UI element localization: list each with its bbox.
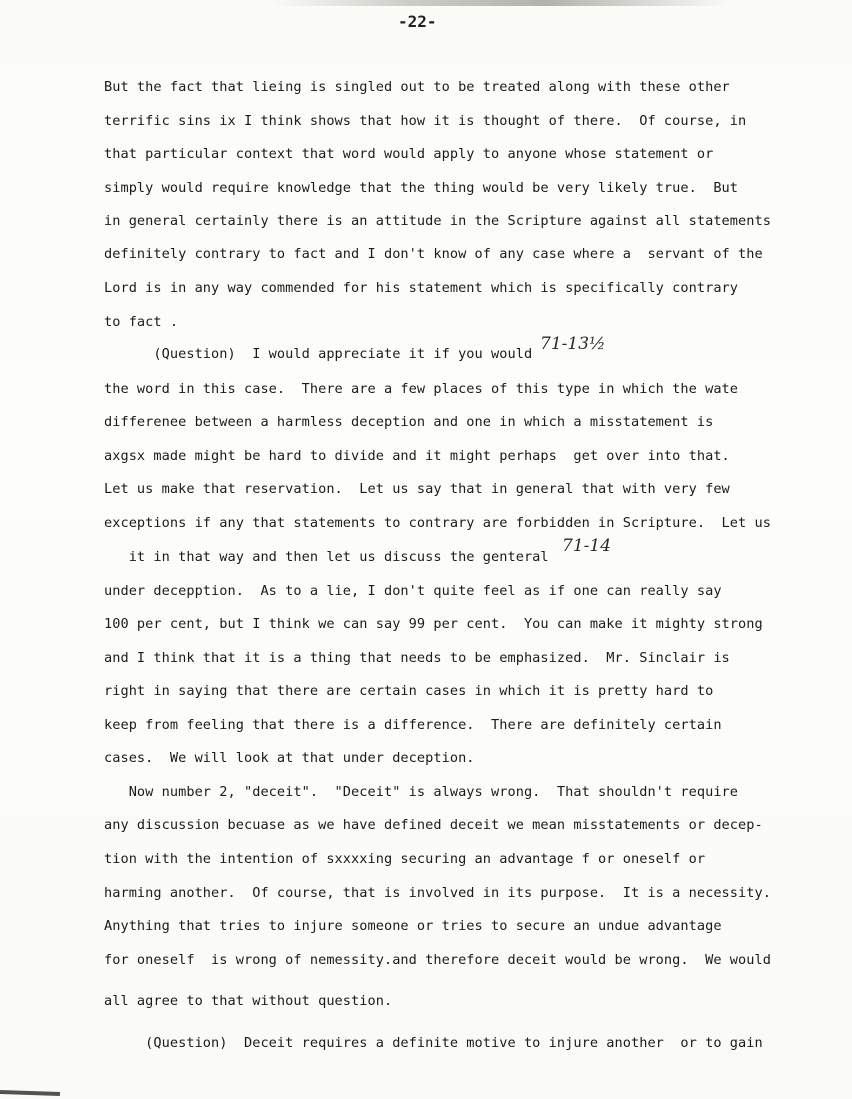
text-line: 100 per cent, but I think we can say 99 per cent. You can make it mighty strong	[104, 616, 763, 632]
text-line: definitely contrary to fact and I don't know of any case where a servant of the	[104, 246, 763, 262]
text-line: it in that way and then let us discuss the genteral	[104, 549, 549, 565]
scan-smudge-bottom	[0, 1090, 60, 1096]
text-line: axgsx made might be hard to divide and it might perhaps get over into that.	[104, 448, 730, 464]
text-line: to fact .	[104, 314, 179, 330]
text-line: tion with the intention of sxxxxing securing an advantage f or oneself or	[104, 851, 706, 867]
text-line: and I think that it is a thing that needs to be emphasized. Mr. Sinclair is	[104, 650, 730, 666]
text-line: in general certainly there is an attitude in the Scripture against all statements	[104, 213, 771, 229]
text-line: Now number 2, "deceit". "Deceit" is always wrong. That shouldn't require	[104, 784, 739, 800]
text-line: harming another. Of course, that is involved in its purpose. It is a necessity.	[104, 885, 771, 901]
text-line: the word in this case. There are a few places of this type in which the wate	[104, 381, 739, 397]
text-line: differenee between a harmless deception and one in which a misstatement is	[104, 414, 714, 430]
text-line: simply would require knowledge that the thing would be very likely true. But	[104, 180, 739, 196]
handwritten-note: 71-13½	[540, 334, 606, 354]
text-line: any discussion becuase as we have defined deceit we mean misstatements or decep-	[104, 817, 763, 833]
text-line: for oneself is wrong of nemessity.and therefore deceit would be wrong. We would	[104, 952, 771, 968]
text-line: Lord is in any way commended for his statement which is specifically contrary	[104, 280, 739, 296]
text-line: all agree to that without question.	[104, 993, 393, 1009]
text-line: keep from feeling that there is a difference. There are definitely certain	[104, 717, 722, 733]
text-line: cases. We will look at that under deception.	[104, 750, 475, 766]
text-line: terrific sins ix I think shows that how it is thought of there. Of course, in	[104, 113, 747, 129]
text-line: (Question) I would appreciate it if you would	[104, 346, 533, 362]
text-line: Anything that tries to injure someone or tries to secure an undue advantage	[104, 918, 722, 934]
handwritten-note: 71-14	[562, 536, 612, 556]
text-line: exceptions if any that statements to contrary are forbidden in Scripture. Let us	[104, 515, 771, 531]
text-line: But the fact that lieing is singled out to be treated along with these other	[104, 79, 730, 95]
text-line: (Question) Deceit requires a definite motive to injure another or to gain	[104, 1035, 763, 1051]
text-line: under decepption. As to a lie, I don't quite feel as if one can really say	[104, 583, 722, 599]
text-line: right in saying that there are certain cases in which it is pretty hard to	[104, 683, 714, 699]
scan-smudge-top	[270, 0, 730, 6]
page-number: -22-	[398, 12, 437, 31]
text-line: Let us make that reservation. Let us say that in general that with very few	[104, 481, 730, 497]
text-line: that particular context that word would apply to anyone whose statement or	[104, 146, 714, 162]
